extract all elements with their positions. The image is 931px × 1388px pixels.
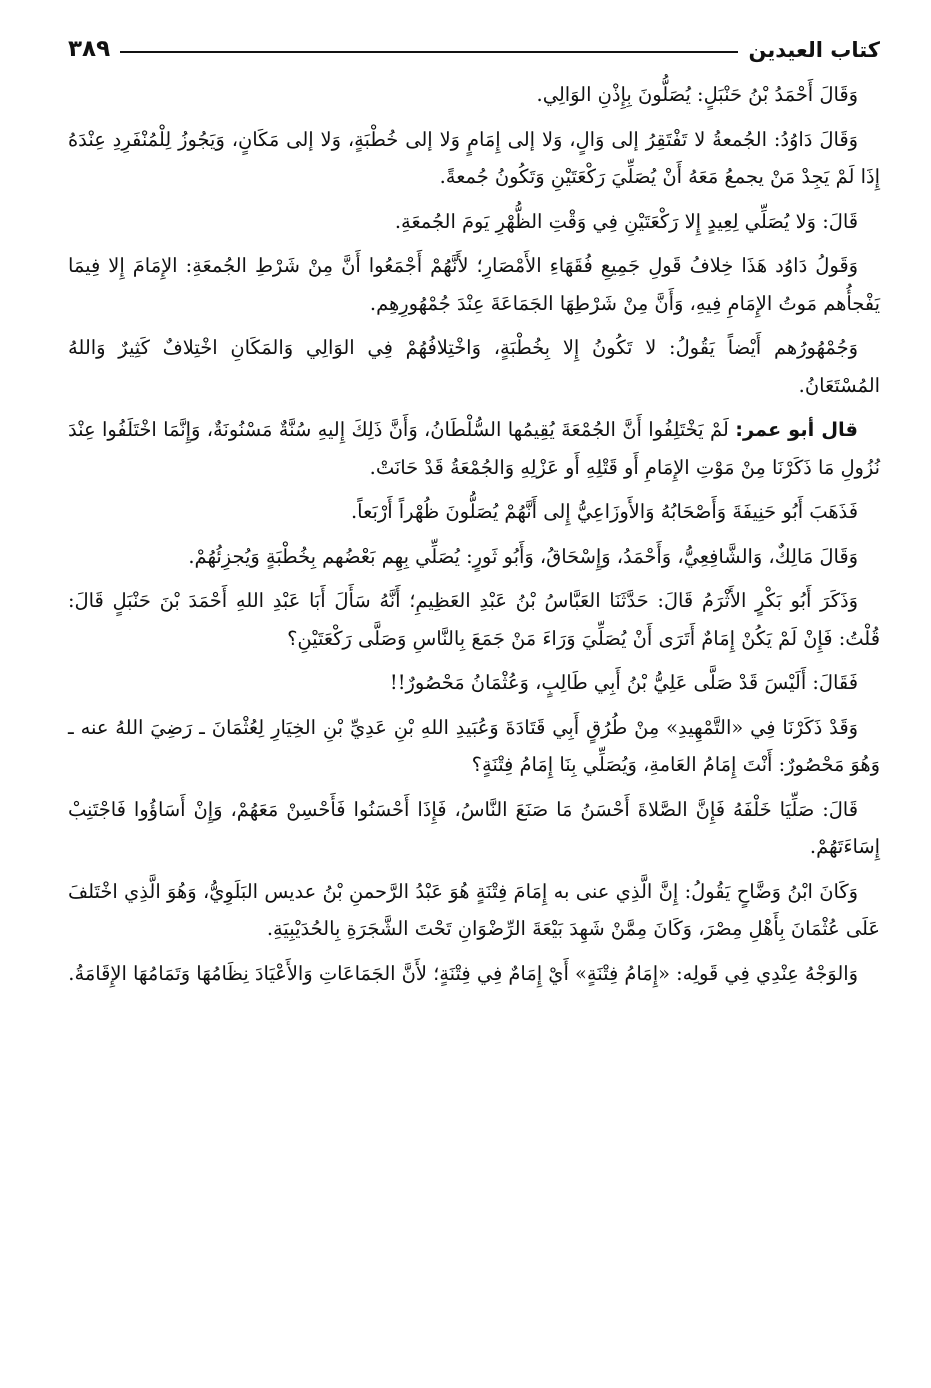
paragraph-text: وَكَانَ ابْنُ وَضَّاحٍ يَقُولُ: إِنَّ الَّذِي عنى به إِمَامَ فِتْنَةٍ هُوَ عَبْدُ الرَّحمنِ بْنُ عديس البَلَوِيُّ، وَهُوَ الَّذِي اخْتَلفَ عَلَى عُثْمَانَ بِأَهْلِ مِصْرَ، وَكَانَ مِمَّنْ شَهِدَ بَيْعَةَ الرِّضْوَانِ تَحْتَ الشَّجَرَةِ بِالحُدَيْبِيَةِ. — [68, 879, 880, 940]
paragraph — [68, 791, 880, 866]
page-number: ٣٨٩ — [68, 36, 111, 62]
paragraph-text: قَالَ: وَلا يُصَلِّي لِعِيدٍ إِلا رَكْعَتَيْنِ فِي وَقْتِ الظُّهْرِ يَومَ الجُمعَةِ. — [394, 209, 858, 233]
paragraph — [68, 582, 880, 657]
paragraph-text: وَقَالَ مَالِكٌ، وَالشَّافِعِيُّ، وَأَحْمَدُ، وَإِسْحَاقُ، وَأَبُو ثَورٍ: يُصَلِّي بِهِم بَعْضُهم بِخُطْبَةٍ وَيُجزِئُهُمْ. — [188, 544, 858, 568]
paragraph — [68, 955, 880, 993]
paragraph — [68, 247, 880, 322]
paragraph-text: وَقَولُ دَاوُد هَذَا خِلافُ قَولِ جَمِيعِ فُقَهَاءِ الأَمْصَارِ؛ لأَنَّهُمْ أَجْمَعُوا أَنَّ مِنْ شَرْطِ الجُمعَةِ: الإِمَامَ إِلا فِيمَا يَفْجأُهم مَوتُ الإِمَامِ فِيهِ، وَأَنَّ مِنْ شَرْطِهَا الجَمَاعَةَ عِنْدَ جُمْهُورِهِم. — [68, 254, 880, 315]
paragraph-text: وَقَالَ أَحْمَدُ بْنُ حَنْبَلٍ: يُصَلُّونَ بِإِذْنِ الوَالِي. — [536, 83, 858, 106]
paragraph — [68, 121, 880, 196]
paragraph — [68, 493, 880, 531]
paragraph — [68, 76, 880, 114]
paragraph — [68, 411, 880, 486]
paragraph-text: وَذَكَرَ أَبُو بَكْرٍ الأَثْرَمُ قَالَ: حَدَّثَنَا العَبَّاسُ بْنُ عَبْدِ العَظِيمِ؛ أَنَّهُ سَأَلَ أَبَا عَبْدِ اللهِ أَحْمَدَ بْنَ حَنْبَلٍ قَالَ: قُلْتُ: فَإِنْ لَمْ يَكُنْ إِمَامٌ أَتَرَى أَنْ يُصَلِّيَ وَرَاءَ مَنْ جَمَعَ بِالنَّاسِ وَصَلَّى رَكْعَتَيْنِ؟ — [68, 589, 880, 650]
header-rule — [120, 51, 738, 53]
paragraph-text: وَجُمْهُورُهم أَيْضاً يَقُولُ: لا تَكُونُ إِلا بِخُطْبَةٍ، وَاخْتِلافُهُمْ فِي الوَالِي وَالمَكَانِ اخْتِلافٌ كَثِيرٌ وَاللهُ المُسْتَعَانُ. — [68, 336, 880, 397]
paragraph-text: لَمْ يَخْتَلِفُوا أَنَّ الجُمْعَةَ يُقِيمُها السُّلْطَانُ، وَأَنَّ ذَلِكَ إِليهِ سُنَّةٌ مَسْنُونَةٌ، وَإِنَّمَا اخْتَلَفُوا عِنْدَ نُزُولِ مَا ذَكَرْنَا مِنْ مَوْتِ الإِمَامِ أَو قَتْلِهِ أَو عَزْلِهِ وَالجُمْعَةُ قَدْ حَانَتْ. — [68, 418, 880, 479]
running-header — [68, 28, 880, 62]
paragraph — [68, 203, 880, 241]
book-page — [68, 28, 880, 999]
body-text — [68, 76, 880, 992]
paragraph-text: فَذَهَبَ أَبُو حَنِيفَةَ وَأَصْحَابُهُ وَالأَوزَاعِيُّ إِلى أَنَّهُمْ يُصَلُّونَ ظُهْراً أَرْبَعاً. — [351, 500, 858, 523]
paragraph — [68, 538, 880, 576]
book-title: كتاب العيدين — [748, 38, 880, 62]
speaker-label: قال أبو عمر: — [735, 418, 859, 441]
paragraph — [68, 329, 880, 404]
paragraph-text: وَالوَجْهُ عِنْدِي فِي قَولِه: «إِمَامُ فِتْنَةٍ» أَيْ إِمَامٌ فِي فِتْنَةٍ؛ لأَنَّ الجَمَاعَاتِ وَالأَعْيَادَ نِظَامُهَا وَتَمَامُهَا الإِقَامَةُ. — [68, 961, 858, 985]
paragraph-text: قَالَ: صَلِّيَا خَلْفَهُ فَإِنَّ الصَّلاةَ أَحْسَنُ مَا صَنَعَ النَّاسُ، فَإِذَا أَحْسَنُوا فَأَحْسِنْ مَعَهُمْ، وَإِنْ أَسَاؤُوا فَاجْتَنِبْ إِسَاءَتَهُمْ. — [68, 797, 880, 858]
paragraph-text: وَقَالَ دَاوُدُ: الجُمعةُ لا تَفْتَقِرُ إلى وَالٍ، وَلا إلى إِمَامٍ وَلا إلى خُطْبَةٍ، وَلا إلى مَكَانٍ، وَيَجُوزُ لِلْمُنْفَرِدِ عِنْدَهُ إِذَا لَمْ يَجِدْ مَنْ يجمعُ مَعَهُ أَنْ يُصَلِّيَ رَكْعَتَيْنِ وَتَكُونُ جُمعةً. — [68, 127, 880, 188]
paragraph — [68, 709, 880, 784]
paragraph-text: وَقَدْ ذَكَرْنَا فِي «التَّمْهِيدِ» مِنْ طُرُقٍ أَبِي قَتَادَةَ وَعُبَيدِ اللهِ بْنِ عَدِيِّ بْنِ الخِيَارِ لِعُثْمَانَ ـ رَضِيَ اللهُ عنه ـ وَهُوَ مَحْصُورٌ: أَنْتَ إِمَامُ العَامةِ، وَيُصَلِّي بِنَا إِمَامُ فِتْنَةٍ؟ — [68, 715, 880, 776]
paragraph-text: فَقَالَ: أَلَيْسَ قَدْ صَلَّى عَلِيُّ بْنُ أَبِي طَالِبٍ، وَعُثْمَانُ مَحْصُورٌ!! — [389, 671, 858, 694]
paragraph — [68, 664, 880, 702]
paragraph — [68, 873, 880, 948]
